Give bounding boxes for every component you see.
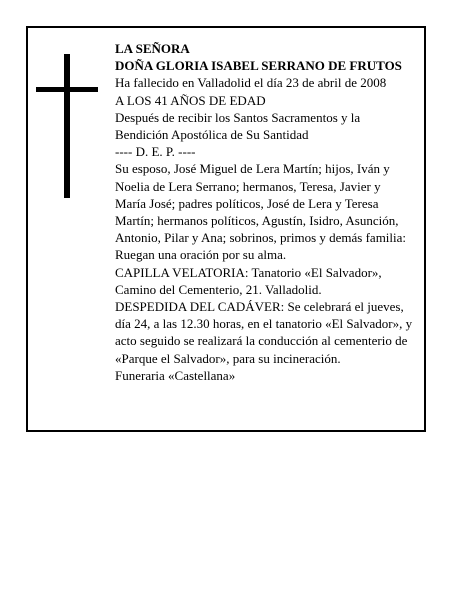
funeral-home-line: Funeraria «Castellana» (115, 367, 236, 383)
prayer-line: Ruegan una oración por su alma. (115, 247, 287, 263)
family-line-3: María José; padres políticos, José de Lera y Teresa (115, 195, 379, 211)
notice-title: LA SEÑORA (115, 41, 190, 56)
sacraments-line-1: Después de recibir los Santos Sacramentos y la (115, 109, 361, 125)
funeral-line-4: «Parque el Salvador», para su incineración. (115, 350, 341, 366)
deceased-name: DOÑA GLORIA ISABEL SERRANO DE FRUTOS (115, 58, 402, 74)
wake-chapel-line-2: Camino del Cementerio, 21. Valladolid. (115, 281, 322, 297)
age-line: A LOS 41 AÑOS DE EDAD (115, 92, 266, 108)
funeral-line-3: acto seguido se realizará la conducción al cementerio de (115, 333, 408, 349)
cross-vertical-bar (64, 54, 70, 198)
family-line-1: Su esposo, José Miguel de Lera Martín; hijos, Iván y (115, 161, 390, 177)
rip-line: ---- D. E. P. ---- (115, 144, 196, 160)
family-line-5: Antonio, Pilar y Ana; sobrinos, primos y demás familia: (115, 230, 407, 246)
sacraments-line-2: Bendición Apostólica de Su Santidad (115, 127, 309, 143)
latin-cross-icon (36, 54, 98, 198)
funeral-line-1: DESPEDIDA DEL CADÁVER: Se celebrará el jueves, (115, 299, 404, 315)
cross-horizontal-bar (36, 87, 98, 92)
family-line-4: Martín; hermanos políticos, Agustín, Isidro, Asunción, (115, 213, 399, 229)
wake-chapel-line-1: CAPILLA VELATORIA: Tanatorio «El Salvador», (115, 264, 382, 280)
death-date-line: Ha fallecido en Valladolid el día 23 de abril de 2008 (115, 75, 387, 91)
notice-body (115, 40, 428, 384)
obituary-notice (26, 26, 426, 432)
funeral-line-2: día 24, a las 12.30 horas, en el tanatorio «El Salvador», y (115, 316, 413, 332)
family-line-2: Noelia de Lera Serrano; hermanos, Teresa, Javier y (115, 178, 381, 194)
